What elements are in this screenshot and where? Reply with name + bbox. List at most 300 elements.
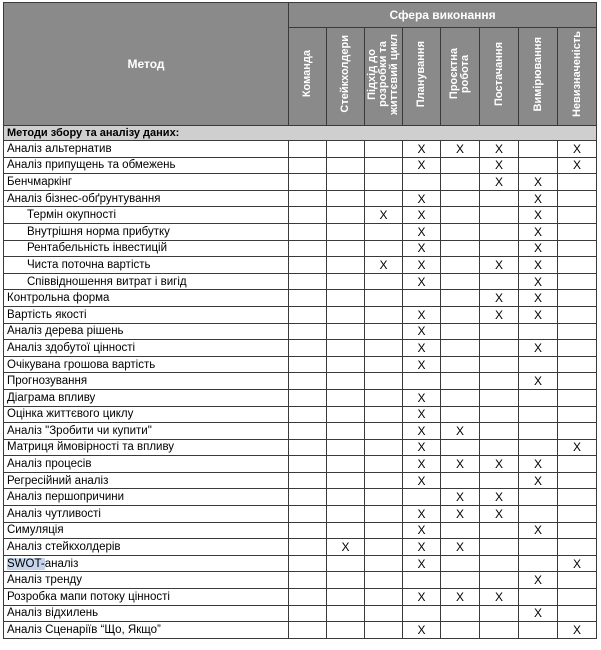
method-name: Аналіз першопричини (4, 489, 289, 506)
mark-cell (519, 589, 558, 606)
mark-cell (289, 506, 327, 523)
method-name: SWOT-аналіз (4, 555, 289, 572)
mark-cell (365, 273, 403, 290)
mark-cell: X (441, 456, 480, 473)
mark-cell (327, 406, 365, 423)
mark-cell (403, 174, 441, 191)
table-row (4, 506, 597, 523)
mark-cell: X (519, 306, 558, 323)
mark-cell (558, 240, 597, 257)
mark-cell: X (480, 141, 519, 158)
method-name: Регресійний аналіз (4, 472, 289, 489)
mark-cell (365, 456, 403, 473)
mark-cell (327, 223, 365, 240)
table-row (4, 306, 597, 323)
table-row (4, 489, 597, 506)
mark-cell (289, 489, 327, 506)
table-row (4, 290, 597, 307)
mark-cell (365, 290, 403, 307)
mark-cell (441, 290, 480, 307)
mark-cell (441, 406, 480, 423)
mark-cell (558, 223, 597, 240)
mark-cell: X (403, 622, 441, 639)
method-name: Діаграма впливу (4, 389, 289, 406)
mark-cell (480, 605, 519, 622)
mark-cell (327, 555, 365, 572)
mark-cell (289, 555, 327, 572)
mark-cell (327, 506, 365, 523)
mark-cell (519, 157, 558, 174)
mark-cell (365, 439, 403, 456)
mark-cell (441, 257, 480, 274)
mark-cell (403, 290, 441, 307)
mark-cell: X (480, 290, 519, 307)
mark-cell (327, 373, 365, 390)
column-header-label: Вимірювання (531, 36, 544, 112)
mark-cell (365, 605, 403, 622)
table-row (4, 223, 597, 240)
column-header-label: Команда (301, 50, 313, 98)
mark-cell: X (441, 141, 480, 158)
mark-cell (365, 406, 403, 423)
mark-cell: X (441, 539, 480, 556)
mark-cell (289, 522, 327, 539)
column-header (403, 28, 441, 126)
highlighted-text: SWOT- (7, 557, 45, 570)
mark-cell (289, 340, 327, 357)
mark-cell: X (403, 141, 441, 158)
mark-cell: X (403, 306, 441, 323)
mark-cell (365, 489, 403, 506)
mark-cell (289, 157, 327, 174)
mark-cell (289, 472, 327, 489)
mark-cell (441, 223, 480, 240)
method-name: Аналіз здобутої цінності (4, 340, 289, 357)
mark-cell (289, 622, 327, 639)
column-header-label: Стейкхолдери (339, 35, 351, 113)
mark-cell (519, 323, 558, 340)
mark-cell: X (327, 539, 365, 556)
mark-cell: X (519, 257, 558, 274)
mark-cell (480, 373, 519, 390)
method-name: Чиста поточна вартість (4, 257, 289, 274)
mark-cell (365, 506, 403, 523)
mark-cell (441, 356, 480, 373)
method-name: Аналіз дерева рішень (4, 323, 289, 340)
mark-cell (558, 373, 597, 390)
mark-cell (403, 572, 441, 589)
mark-cell (519, 406, 558, 423)
mark-cell (441, 605, 480, 622)
mark-cell (327, 190, 365, 207)
mark-cell (403, 605, 441, 622)
mark-cell (327, 456, 365, 473)
mark-cell (365, 539, 403, 556)
mark-cell (289, 423, 327, 440)
table-row (4, 340, 597, 357)
mark-cell (441, 389, 480, 406)
mark-cell (480, 555, 519, 572)
table-row (4, 555, 597, 572)
mark-cell (480, 439, 519, 456)
mark-cell (289, 373, 327, 390)
mark-cell (365, 555, 403, 572)
mark-cell: X (403, 257, 441, 274)
method-name: Аналіз припущень та обмежень (4, 157, 289, 174)
method-name: Термін окупності (4, 207, 289, 224)
method-name: Оцінка життєвого циклу (4, 406, 289, 423)
mark-cell (289, 141, 327, 158)
mark-cell: X (403, 506, 441, 523)
mark-cell: X (403, 323, 441, 340)
mark-cell (480, 356, 519, 373)
table-row (4, 373, 597, 390)
methods-table-container (3, 2, 597, 639)
mark-cell: X (480, 506, 519, 523)
mark-cell: X (519, 373, 558, 390)
mark-cell: X (519, 605, 558, 622)
mark-cell (327, 290, 365, 307)
method-name: Контрольна форма (4, 290, 289, 307)
mark-cell: X (558, 141, 597, 158)
mark-cell (441, 555, 480, 572)
mark-cell (480, 207, 519, 224)
mark-cell (327, 489, 365, 506)
mark-cell (441, 340, 480, 357)
mark-cell (558, 273, 597, 290)
mark-cell (558, 207, 597, 224)
column-header (289, 28, 327, 126)
column-header (365, 28, 403, 126)
method-name: Аналіз альтернатив (4, 141, 289, 158)
mark-cell: X (403, 555, 441, 572)
mark-cell: X (403, 273, 441, 290)
mark-cell: X (558, 555, 597, 572)
method-name: Аналіз стейкхолдерів (4, 539, 289, 556)
mark-cell (480, 223, 519, 240)
mark-cell: X (480, 456, 519, 473)
method-name: Аналіз відхилень (4, 605, 289, 622)
mark-cell (558, 306, 597, 323)
method-name: Вартість якості (4, 306, 289, 323)
mark-cell (558, 472, 597, 489)
mark-cell: X (403, 472, 441, 489)
mark-cell (327, 389, 365, 406)
mark-cell: X (519, 207, 558, 224)
mark-cell: X (365, 257, 403, 274)
mark-cell (289, 207, 327, 224)
mark-cell (327, 141, 365, 158)
mark-cell (403, 489, 441, 506)
table-row (4, 257, 597, 274)
method-name: Симуляція (4, 522, 289, 539)
mark-cell (289, 406, 327, 423)
column-header (558, 28, 597, 126)
mark-cell: X (441, 423, 480, 440)
mark-cell: X (403, 190, 441, 207)
mark-cell (519, 141, 558, 158)
mark-cell (480, 539, 519, 556)
mark-cell (327, 207, 365, 224)
column-header (441, 28, 480, 126)
method-name: Співвідношення витрат і вигід (4, 273, 289, 290)
method-name: Бенчмаркінг (4, 174, 289, 191)
mark-cell: X (365, 207, 403, 224)
table-row (4, 522, 597, 539)
mark-cell: X (403, 389, 441, 406)
mark-cell (480, 472, 519, 489)
mark-cell: X (403, 223, 441, 240)
mark-cell (327, 157, 365, 174)
mark-cell (441, 190, 480, 207)
mark-cell: X (441, 589, 480, 606)
mark-cell (365, 622, 403, 639)
mark-cell (327, 439, 365, 456)
mark-cell (480, 240, 519, 257)
mark-cell (327, 622, 365, 639)
column-header (480, 28, 519, 126)
mark-cell (365, 589, 403, 606)
method-name: Аналіз чутливості (4, 506, 289, 523)
mark-cell (441, 157, 480, 174)
method-name: Матриця ймовірності та впливу (4, 439, 289, 456)
table-row (4, 190, 597, 207)
mark-cell (480, 406, 519, 423)
mark-cell (558, 539, 597, 556)
mark-cell (519, 489, 558, 506)
mark-cell (558, 290, 597, 307)
mark-cell (558, 589, 597, 606)
mark-cell (558, 356, 597, 373)
mark-cell (558, 406, 597, 423)
mark-cell (519, 356, 558, 373)
mark-cell (519, 439, 558, 456)
mark-cell (289, 572, 327, 589)
mark-cell (327, 572, 365, 589)
mark-cell (441, 439, 480, 456)
mark-cell (365, 190, 403, 207)
table-row (4, 389, 597, 406)
mark-cell (289, 589, 327, 606)
mark-cell: X (403, 240, 441, 257)
table-row (4, 356, 597, 373)
mark-cell (480, 273, 519, 290)
table-row (4, 406, 597, 423)
mark-cell (289, 439, 327, 456)
table-row (4, 456, 597, 473)
mark-cell: X (403, 406, 441, 423)
mark-cell (519, 506, 558, 523)
mark-cell (519, 423, 558, 440)
mark-cell: X (519, 522, 558, 539)
method-name: Внутрішня норма прибутку (4, 223, 289, 240)
mark-cell (558, 340, 597, 357)
mark-cell (558, 489, 597, 506)
method-name: Очікувана грошова вартість (4, 356, 289, 373)
mark-cell (365, 240, 403, 257)
mark-cell (327, 589, 365, 606)
mark-cell: X (403, 439, 441, 456)
mark-cell (519, 622, 558, 639)
mark-cell (327, 273, 365, 290)
mark-cell: X (519, 174, 558, 191)
mark-cell (365, 223, 403, 240)
mark-cell: X (403, 423, 441, 440)
mark-cell (441, 207, 480, 224)
column-header (327, 28, 365, 126)
column-header-label: Підхід до розробки та життєвий цикл (366, 33, 400, 115)
mark-cell (480, 572, 519, 589)
mark-cell (441, 622, 480, 639)
mark-cell (441, 522, 480, 539)
mark-cell (289, 389, 327, 406)
mark-cell (289, 257, 327, 274)
mark-cell: X (403, 539, 441, 556)
mark-cell: X (519, 223, 558, 240)
table-row (4, 472, 597, 489)
mark-cell (480, 323, 519, 340)
mark-cell (365, 472, 403, 489)
mark-cell (480, 622, 519, 639)
mark-cell (441, 240, 480, 257)
mark-cell: X (403, 340, 441, 357)
mark-cell: X (403, 522, 441, 539)
mark-cell (480, 423, 519, 440)
table-row (4, 539, 597, 556)
mark-cell (558, 190, 597, 207)
mark-cell: X (519, 240, 558, 257)
mark-cell (480, 190, 519, 207)
mark-cell (365, 572, 403, 589)
mark-cell (365, 141, 403, 158)
method-name: Аналіз процесів (4, 456, 289, 473)
mark-cell (289, 605, 327, 622)
table-row (4, 273, 597, 290)
mark-cell: X (441, 489, 480, 506)
mark-cell (289, 356, 327, 373)
mark-cell (558, 522, 597, 539)
mark-cell (441, 323, 480, 340)
mark-cell (289, 190, 327, 207)
mark-cell: X (519, 456, 558, 473)
mark-cell (441, 572, 480, 589)
column-header-label: Невизначеність (570, 30, 583, 117)
method-column-header: Метод (4, 3, 289, 126)
mark-cell: X (519, 190, 558, 207)
mark-cell: X (403, 456, 441, 473)
mark-cell (480, 389, 519, 406)
method-name: Аналіз тренду (4, 572, 289, 589)
mark-cell (327, 605, 365, 622)
mark-cell (289, 223, 327, 240)
mark-cell: X (558, 157, 597, 174)
mark-cell (289, 456, 327, 473)
mark-cell: X (403, 207, 441, 224)
mark-cell: X (403, 157, 441, 174)
mark-cell (365, 522, 403, 539)
table-row (4, 141, 597, 158)
column-header-label: Планування (415, 40, 427, 108)
table-row (4, 605, 597, 622)
mark-cell: X (519, 290, 558, 307)
column-header-label: Постачання (492, 41, 505, 107)
mark-cell (327, 174, 365, 191)
mark-cell (289, 306, 327, 323)
mark-cell: X (558, 439, 597, 456)
mark-cell (480, 340, 519, 357)
mark-cell (558, 456, 597, 473)
mark-cell (558, 506, 597, 523)
table-row (4, 157, 597, 174)
column-header (519, 28, 558, 126)
mark-cell (327, 340, 365, 357)
mark-cell (289, 539, 327, 556)
mark-cell: X (403, 589, 441, 606)
mark-cell: X (480, 257, 519, 274)
mark-cell (558, 323, 597, 340)
mark-cell (365, 373, 403, 390)
mark-cell (441, 174, 480, 191)
mark-cell (289, 290, 327, 307)
mark-cell (519, 389, 558, 406)
mark-cell: X (480, 157, 519, 174)
mark-cell (558, 605, 597, 622)
mark-cell (441, 273, 480, 290)
sphere-header: Сфера виконання (289, 3, 597, 28)
table-row (4, 439, 597, 456)
table-row (4, 207, 597, 224)
mark-cell (289, 323, 327, 340)
section-row (4, 126, 597, 141)
mark-cell (519, 539, 558, 556)
mark-cell (558, 423, 597, 440)
mark-cell (289, 174, 327, 191)
mark-cell (327, 356, 365, 373)
table-row (4, 572, 597, 589)
mark-cell (327, 306, 365, 323)
mark-cell (365, 389, 403, 406)
mark-cell (403, 373, 441, 390)
mark-cell (327, 522, 365, 539)
mark-cell (558, 257, 597, 274)
mark-cell: X (519, 340, 558, 357)
mark-cell (441, 306, 480, 323)
mark-cell (327, 423, 365, 440)
mark-cell (365, 174, 403, 191)
mark-cell (480, 522, 519, 539)
table-row (4, 622, 597, 639)
mark-cell (558, 174, 597, 191)
mark-cell: X (403, 356, 441, 373)
mark-cell (558, 572, 597, 589)
table-row (4, 240, 597, 257)
mark-cell: X (480, 306, 519, 323)
mark-cell (519, 555, 558, 572)
method-name: Аналіз бізнес-обґрунтування (4, 190, 289, 207)
mark-cell (365, 306, 403, 323)
methods-table (3, 2, 597, 639)
section-title: Методи збору та аналізу даних: (4, 126, 597, 141)
mark-cell: X (519, 273, 558, 290)
mark-cell (365, 423, 403, 440)
column-header-label: Проєктна робота (448, 48, 471, 100)
mark-cell (327, 323, 365, 340)
mark-cell: X (519, 472, 558, 489)
table-body (4, 126, 597, 639)
mark-cell (365, 356, 403, 373)
mark-cell (365, 157, 403, 174)
mark-cell: X (480, 174, 519, 191)
